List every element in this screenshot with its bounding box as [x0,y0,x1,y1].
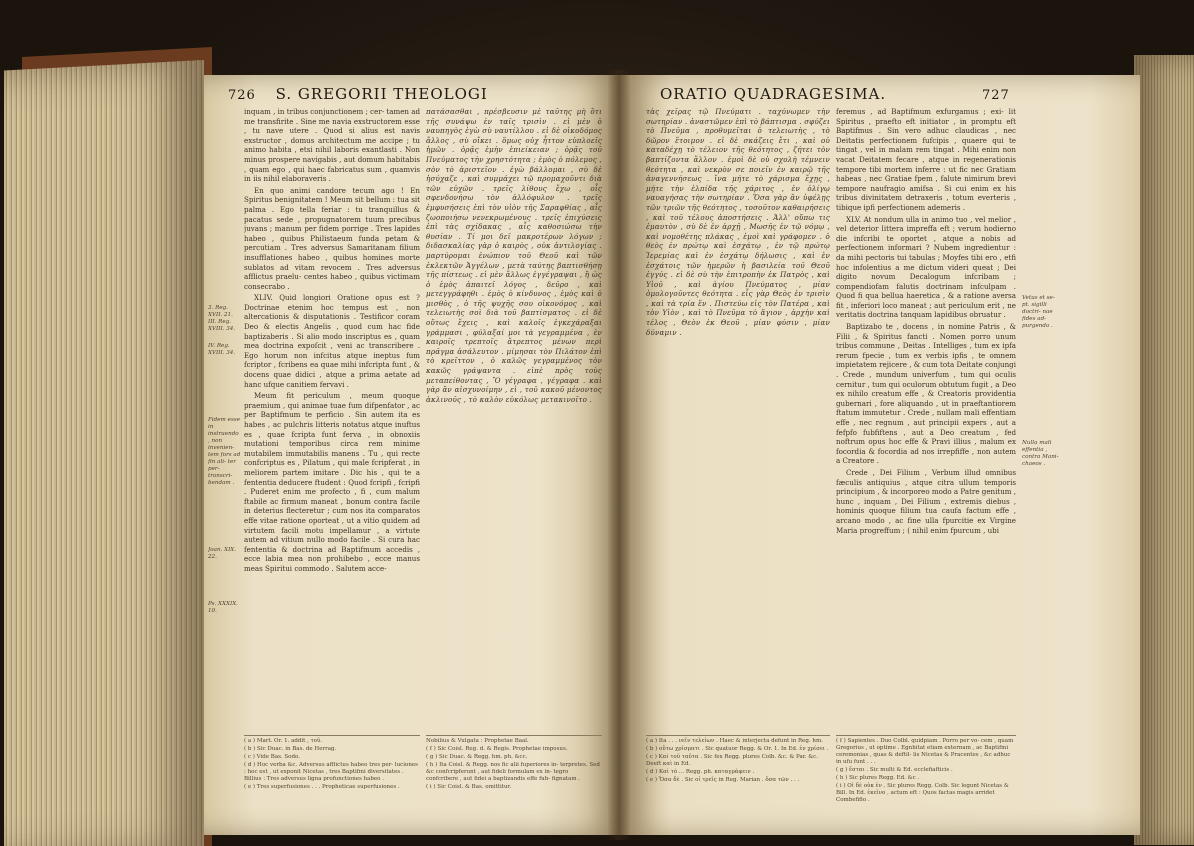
footnote: ( b ) Sic Duac. in Bas. de Herrag. [244,746,337,752]
left-page-number: 726 [228,88,256,103]
page-edges-right [1134,55,1194,845]
latin-paragraph: Meum fit periculum , meum quoque praemium , qui animae tuae fum difpenfator , ac per Baptifmum te perficio . Sin autem ita es habes , ac pulchris litteris notatus atque inuftus es , quae fcripta funt ferva , in obnoxiis mutationi temporibus circa rem minime mutabilem immutabilis manens . Tu , qui recte confcriptus es , Pilatum , qui male fcripferat , in meliorem partem imitare . Dic his , qui te a fententia deducere ftudent : Quod fcripfi , fcripfi . Puderet enim me profecto , fi , cum malum ftabile ac firmum maneat , bonum contra facile in deterius flecteretur ; cum nos ita comparatos effe vitae ratione oporteat , ut a vitio quidem ad virtutem facili motu impellamur , a virtute autem ad vitium nullo modo facile . Si cura hac fententia & doctrina ad Baptifmum accedis , ecce labia mea non prohibebo , ecce manus meas Spiritui commodo . Salutem acce- [244,391,420,573]
left-footnotes [244,735,420,834]
margin-note: 3. Reg. XVII. 21. III. Reg. XVIII. 34. [208,305,236,332]
left-page-title: S. GREGORII THEOLOGI [275,85,488,103]
footnote: ( g ) ἔσται . Sic multi & Ed. ecclefiafticis . [836,767,953,773]
latin-paragraph: En quo animi candore tecum ago ! En Spiritus benignitatem ! Meum sit bellum : tua sit palma . Ego tella feriar : tu tranquillus & pacatus sede , propugnatorem tuum precibus juvans ; manum per fidem porrige . Tres lapides habeo , quibus Philistaeum funda petam & percutiam . Tres adversus Samaritanam filium insufflationes habeo , quibus homines morte sublatos ad vitam revocem . Tres adversus afflictus praelu- centes habeo , quibus victimam consecrabo . [244,185,420,291]
footnote: ( f ) Sapientes . Duo Colbl. quidpiam . Porro per vo- cem , quam Gregorius , ut optime . Egnhitat etiam externam , ac Baptifmi ceremonias , quas & deftil- lis Nicetas & Pracentes , &c adhuc in ufu funt . . . [836,738,1014,765]
right-margin-notes [1022,295,1062,595]
footnote: ( b ) οὕτω χρίσματι . Sic quatuor Regg. & Or. 1. In Ed. ἐν χρίσει . [646,746,829,752]
right-latin-column [836,107,1016,727]
footnote: ( h ) Ita Coisl. & Regg. nos fic alii fuperiores in- terpretes. Sed &c confcripferunt , aut fideli formulam ex in- tegro confcribere , aut fidei a baptizandis effe fub- fignatam . [426,762,600,782]
book-gutter [608,70,630,840]
footnote: ( e ) Tres superfusiones . . . Propheticae superfusiones . [244,784,400,790]
right-page-title: ORATIO QUADRAGESIMA. [660,85,887,103]
margin-note: Nulla mali effentia , contra Mani- chaeos . [1022,440,1059,467]
right-page [620,75,1140,835]
footnote: ( a ) Mart. Or. 1. addit , τοῦ. [244,738,323,744]
footnote: ( d ) Hoc verba &c. Adversus afflictus habeo tres per- luciones : hoc est , ut exponit Nicetas , tres Baptifmi diversitates . Billius : Tres adversus ligna profunctiones habeo . [244,762,418,782]
right-page-number: 727 [981,88,1010,103]
latin-paragraph: Baptizabo te , docens , in nomine Patris , & Filii , & Spiritus fancti . Nomen porro unum tribus commune , Deitas . Intelliges , tum ex ipfa rerum fpecie , tum ex verbis ipfis , te omnem impietatem rejicere , & cum tota Deitate conjungi . Crede , mundum univerfum , tum qui oculis cernitur , tum qui oculorum obtutum fugit , a Deo ex nihilo creatum effe , & Creatoris providentia gubernari , fore aliquando , ut in praeftantiorem ftatum immutetur . Crede , nullam mali effentiam effe , nec regnum , aut principii expers , aut a fefpfo fubfiftens , aut a Deo creatum , fed noftrum opus hoc effe & Pravi illius , malum ex focordia & focordia ad nos irrepfiffe , non autem a Creatore . [836,322,1016,466]
left-margin-notes [208,305,242,745]
margin-note: Vetus et se- pt. sigilli doctri- nae fides ad- purgenda . [1022,295,1055,329]
footnote: ( e ) Ὅσα δὲ . Sic οἱ τρεῖς in Reg. Marian . ὅσα τῶν . . . [646,777,800,783]
footnote: ( c ) Vide Bas. Sodo. [244,754,300,760]
margin-note: Ps. XXXIX. 10. [208,601,238,614]
right-greek-column [646,107,830,727]
right-running-head [660,85,1120,103]
margin-note: Fidem esse in instruendo , non invenien- tem fors ad fin ali- ter per- transcri- bendam . [208,417,241,486]
left-latin-column [244,107,420,727]
page-edges-left [4,60,204,846]
latin-paragraph: XLIV. Quid longiori Oratione opus est ? Doctrinae etenim hoc tempus est , non altercationis & disputationis . Testificor coram Deo & electis Angelis , quod cum hac fide baptizaberis . Si alio modo inscriptus es , quam mea doctrina expoſcit , veni ac transcribere . Ego horum non infcitus atque ineptus fum fcriptor , fcribens ea quae mihi infcripta funt , & docens quae didici , atque a prima aetate ad hanc ufque canitiem fervavi . [244,293,420,389]
footnote: ( i ) Sic Coisl. & Bas. omittitur. [426,784,512,790]
latin-paragraph: Crede , Dei Filium , Verbum illud omnibus fæculis antiquius , atque citra ullum temporis principium , & incorporeo modo a Patre genitum , hunc , inquam , Dei Filium , extremis diebus , hominis quoque filium tua caufa factum effe , arcano modo , ac fine ulla fpurcitie ex Virgine Maria progreffum ; ( nihil enim fpurcum , ubi [836,467,1016,535]
footnote: ( g ) Sic Duac. & Regg. hm. ph. &cc. [426,754,528,760]
right-footnotes [646,735,830,834]
footnote: ( a ) Ita . . . νεῖν τελείων . Haec & interjecta defunt in Reg. hm. [646,738,823,744]
footnote: Nobilius & Vulgata : Prophetae Baal. [426,738,529,744]
footnote: ( f ) Sic Coisl. Reg. d. & Regis. Prophetae imposus. [426,746,568,752]
footnote: ( d ) Καὶ τὸ ... Regg. ph. καταγράφειν . [646,769,755,775]
left-greek-column [426,107,602,727]
footnote: ( i ) Οἱ δὲ οὐκ ἐν . Sic plures Regg. Colb. Sic legunt Nicetas & Bill. In Ed. ἐκεῖνο , actum eft : Quos factas magis arridet Combefifio . [836,783,1009,803]
latin-paragraph: inquam , in tribus conjunctionem ; cer- tamen ad me transfirite . Sine me navia exstructorem esse , tu nave utere . Quod si alius est navis exstructor , domus architectum me accipe ; tu animo habita , etsi nihil laboris exantlasti . Non minus prospere navigabis , aut domum habitabis , quam ego , qui haec fabricatus sum , quamvis in iis nihil elaboraveris . [244,107,420,184]
left-footnotes-2 [426,735,602,834]
left-page [204,75,624,835]
latin-paragraph: feremus , ad Baptifmum exfurgamus ; exi- lit Spiritus , praefto eft initiator , in promptu eft Baptifmus . Sin vero adhuc claudicas , nec Deitatis perfectionem fufcipis , quaere qui te tingat , vel in malam rem tingat . Mihi enim non vacat Deitatem fecare , atque in regenerationis tempore tibi mortem inferre : ut fic nec Gratiam habeas , nec Gratiae fpem , falute nimirum brevi tempore naufragio amifsa . Si cui enim ex his tribus divinitatem detraxeris , totum everteris , tibique ipfi perfectionem ademeris . [836,107,1016,212]
margin-note: IV. Reg. XVIII. 34. [208,343,236,356]
latin-paragraph: XLV. At nondum ulla in animo tuo , vel melior , vel deterior littera impreffa eft ; verum hodierno die infcribi te oportet , atque a nobis ad perfectionem informari ? Nubem ingredientur : da mihi pectoris tui tabulas ; Moyfes tibi ero , etfi hoc infolentius a me dictum videri queat ; Dei digito novum Decalogum infcribam ; compendiofam falutis doctrinam infculpam . Quod fi qua bellua haeretica , & a ratione aversa fit , inferiori loco maneat ; aut periculum erit , ne veritatis doctrina tanquam lapidibus obruatur . [836,214,1016,320]
left-running-head [228,85,488,103]
right-footnotes-2 [836,735,1016,834]
greek-text: τὰς χεῖρας τῷ Πνεύματι . ταχύνωμεν τὴν σωτηρίαν . ἀναστῶμεν ἐπὶ τὸ βάπτισμα . σφύζει τὸ Πνεῦμα , προθυμεῖται ὁ τελειωτὴς , τὸ δῶρον ἕτοιμον . εἰ δὲ σκάζεις ἔτι , καὶ οὐ καταδέχῃ τὸ τέλειον τῆς θεότητος , ζήτει τὸν βαπτίζοντα ἄλλον . ἐμοὶ δὲ οὐ σχολὴ τέμνειν θεότητα , καὶ νεκρὸν σε ποιεῖν ἐν καιρῷ τῆς ἀναγεννήσεως . ἵνα μήτε τὸ χάρισμα ἔχῃς , μήτε τὴν ἐλπίδα τῆς χάριτος , ἐν ὀλίγῳ ναυαγήσας τὴν σωτηρίαν . Ὅσα γὰρ ἂν ὑφέλῃς τῶν τριῶν τῆς θεότητος , τοσοῦτον καθαιρήσεις , καὶ τοῦ τέλους ἀποστήσεις . Ἀλλ' οὔπω τις ἐμαυτὸν , σὺ δὲ ἐν ἀρχῇ , Μωσῆς ἐν τῷ νόμῳ , καὶ νομοθέτης πλάκας , ἐμοὶ καὶ γράφομεν . ὁ θεὸς ἐν πρώτῳ καὶ ἐσχάτῳ , ἐν τῷ πρώτῳ Ἱερεμίας καὶ ἐν ἐσχάτῳ δήλωσις , καὶ ἐν ἐσχάτοις τῶν ἡμερῶν ἡ βασιλεία τοῦ Θεοῦ ἐγγύς . εἰ δὲ σὺ τὴν ἐπιτροπὴν ἐκ Πατρὸς , καὶ Υἱοῦ , καὶ ἁγίου Πνεύματος , μίαν ὁμολογοῦντες θεότητα . εἷς γὰρ Θεὸς ἐν τρισὶν , καὶ τὰ τρία ἕν . Πιστεύω εἰς τὸν Πατέρα , καὶ τὸν Υἱὸν , καὶ τὸ Πνεῦμα τὸ ἅγιον , ἀρχὴν καὶ τέλος , Θεὸν ἐκ Θεοῦ , μίαν φύσιν , μίαν δύναμιν . [646,107,830,337]
margin-note: Joan. XIX. 22. [208,547,237,560]
greek-text: πατάσασθαι , πρέσβευσιν μὲ ταῦτης μὴ ὅτι τῆς συνάψω ἐν ταῖς τρισὶν . εἰ μὲν ὁ ναυπηγὸς ἐγὼ σὺ ναυτίλλου . εἰ δὲ οἰκοδόμος ἄλλος , σὺ οἴκει . ὅμως οὐχ ἧττον εὐπλοεῖς ἡμῶν . ὁρᾷς ἐμὴν ἐπιείκειαν ; ὁρᾷς τοῦ Πνεύματος τὴν χρηστότητα ; ἐμὸς ὁ πόλεμος , σὸν τὸ ἀριστεῖον . ἐγὼ βάλλομαι , σὺ δὲ ἡσύχαζε , καὶ συμμάχει τῷ προμαχοῦντι διὰ τῶν εὐχῶν . τρεῖς λίθους ἔχω , οἷς σφενδονήσω τὸν ἀλλόφυλον . τρεῖς ἐμφυσήσεις ἐπὶ τὸν υἱὸν τῆς Σαραφθίας , αἷς ζωοποιήσω νενεκρωμένους . τρεῖς ἐπιχύσεις ἐπὶ τὰς σχίδακας , αἷς καθοσιώσω τὴν θυσίαν . Τί μοι δεῖ μακροτέρων λόγων ; διδασκαλίας γὰρ ὁ καιρὸς , οὐκ ἀντιλογίας . μαρτύρομαι ἐνώπιον τοῦ Θεοῦ καὶ τῶν ἐκλεκτῶν Ἀγγέλων , μετὰ ταύτης βαπτισθήσῃ τῆς πίστεως . εἰ μὲν ἄλλως ἐγγέγραψαι , ἢ ὡς ὁ ἐμὸς ἀπαιτεῖ λόγος , δεῦρο , καὶ μετεγγράφηθι . ἐμὸς ὁ κίνδυνος , ἐμὸς καὶ ὁ μισθὸς , ὁ τῆς ψυχῆς σου οἰκονόμος , καὶ τελειωτὴς σοὶ διὰ τοῦ βαπτίσματος . εἰ δὲ οὕτως ἔχεις , καὶ καλοῖς ἐγκεχάραξαι γράμμασι , φύλαξαί μοι τὰ γεγραμμένα , ἐν καιροῖς τρεπτοῖς ἄτρεπτος μένων περὶ πρᾶγμα ἀσάλευτον . μίμησαι τὸν Πιλάτον ἐπὶ τὸ κρεῖττον , ὁ καλῶς γεγραμμένος τὸν κακῶς γράψαντα . εἰπὲ πρὸς τοὺς μεταπείθοντας , Ὃ γέγραφα , γέγραφα . καὶ γὰρ ἂν αἰσχυνοίμην , εἰ , τοῦ κακοῦ μένοντος ἀκλινοῦς , τὸ καλὸν εὐκόλως μετακινοῖτο . [426,107,602,404]
footnote: ( h ) Sic plures Regg. Ed. &c . [836,775,920,781]
open-book [4,0,1194,846]
footnote: ( c ) Καὶ τοῦ ταῦτα . Sic fex Regg. plures Colb. &c. & Par. &c. Deeft καὶ in Ed. [646,754,818,767]
